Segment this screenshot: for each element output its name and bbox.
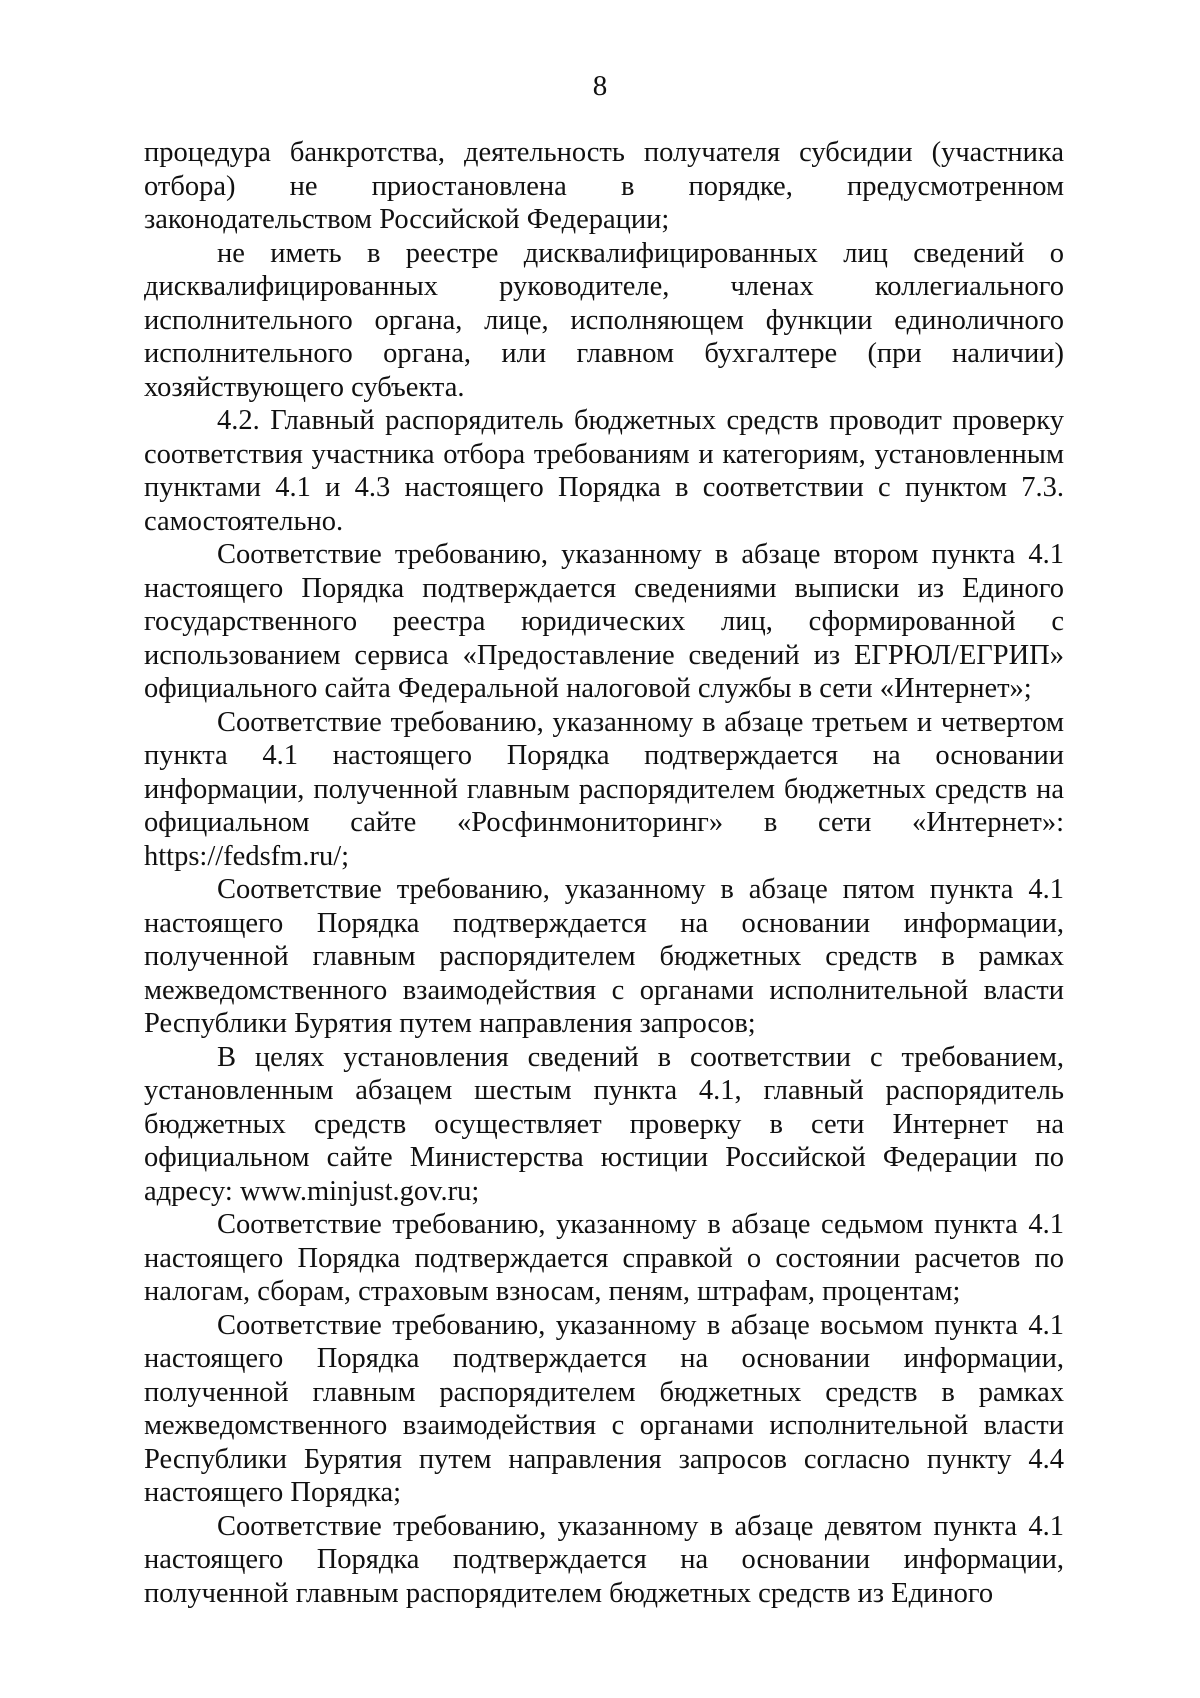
paragraph: Соответствие требованию, указанному в абзаце седьмом пункта 4.1 настоящего Порядка подтверждается справкой о состоянии расчетов по налогам, сборам, страховым взносам, пеням, штрафам, процентам; <box>144 1209 1064 1307</box>
paragraph-clause-4-2: 4.2. Главный распорядитель бюджетных средств проводит проверку соответствия участника отбора требованиям и категориям, установленным пунктами 4.1 и 4.3 настоящего Порядка в соответствии с пунктом 7.3. самостоятельно. <box>144 405 1064 537</box>
document-body <box>144 136 1064 1610</box>
page-number: 8 <box>592 70 608 102</box>
paragraph-continued: Соответствие требованию, указанному в абзаце девятом пункта 4.1 настоящего Порядка подтверждается на основании информации, полученной главным распорядителем бюджетных средств из Единого <box>144 1510 1064 1609</box>
paragraph: Соответствие требованию, указанному в абзаце третьем и четвертом пункта 4.1 настоящего Порядка подтверждается на основании информации, полученной главным распорядителем бюджетных средств на официальном сайте «Росфинмониторинг» в сети «Интернет»: https://fedsfm.ru/; <box>144 706 1064 872</box>
paragraph: не иметь в реестре дисквалифицированных лиц сведений о дисквалифицированных руководителе, членах коллегиального исполнительного органа, лице, исполняющем функции единоличного исполнительного органа, или главном бухгалтере (при наличии) хозяйствующего субъекта. <box>144 237 1064 403</box>
paragraph-continuation: процедура банкротства, деятельность получателя субсидии (участника отбора) не приостановлена в порядке, предусмотренном законодательством Российской Федерации; <box>144 137 1064 235</box>
paragraph: Соответствие требованию, указанному в абзаце втором пункта 4.1 настоящего Порядка подтверждается сведениями выписки из Единого государственного реестра юридических лиц, сформированной с использованием сервиса «Предоставление сведений из ЕГРЮЛ/ЕГРИП» официального сайта Федеральной налоговой службы в сети «Интернет»; <box>144 539 1064 704</box>
paragraph: В целях установления сведений в соответствии с требованием, установленным абзацем шестым пункта 4.1, главный распорядитель бюджетных средств осуществляет проверку в сети Интернет на официальном сайте Министерства юстиции Российской Федерации по адресу: www.minjust.gov.ru; <box>144 1041 1064 1207</box>
paragraph: Соответствие требованию, указанному в абзаце пятом пункта 4.1 настоящего Порядка подтверждается на основании информации, полученной главным распорядителем бюджетных средств в рамках межведомственного взаимодействия с органами исполнительной власти Республики Бурятия путем направления запросов; <box>144 874 1064 1039</box>
paragraph: Соответствие требованию, указанному в абзаце восьмом пункта 4.1 настоящего Порядка подтверждается на основании информации, полученной главным распорядителем бюджетных средств в рамках межведомственного взаимодействия с органами исполнительной власти Республики Бурятия путем направления запросов согласно пункту 4.4 настоящего Порядка; <box>144 1309 1064 1508</box>
